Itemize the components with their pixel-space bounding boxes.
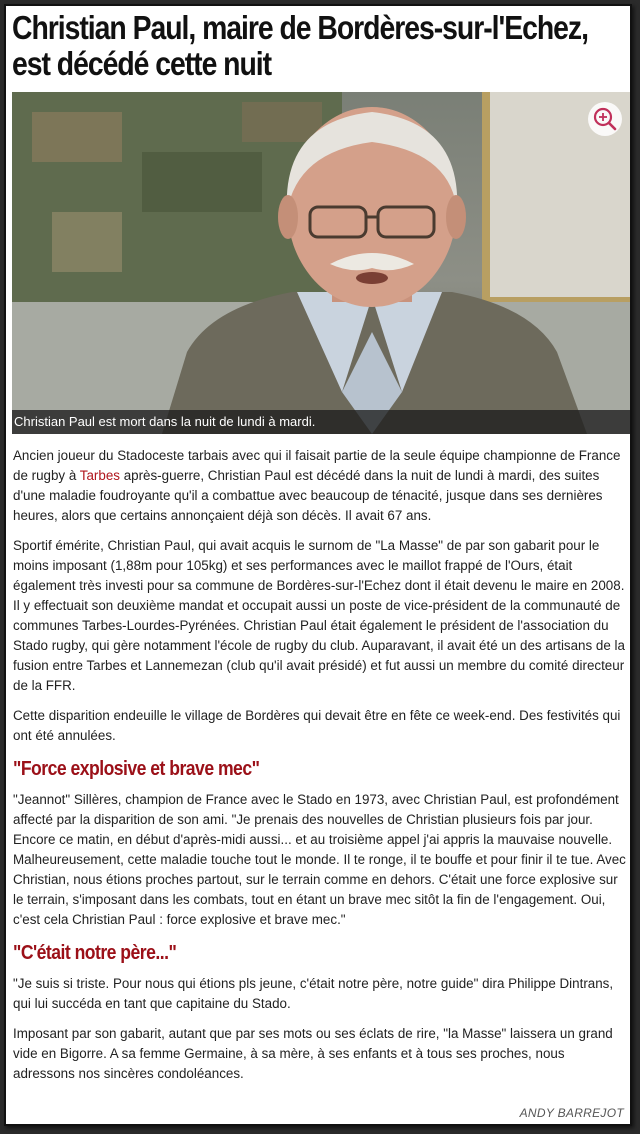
author-credit: ANDY BARREJOT: [519, 1106, 624, 1120]
portrait-illustration: [12, 92, 632, 434]
paragraph-3: Cette disparition endeuille le village de Bordères qui devait être en fête ce week-end. Des festivités qui ont été annulées.: [13, 708, 621, 743]
subheading-force-explosive: "Force explosive et brave mec": [13, 758, 260, 780]
subheading-notre-pere: "C'était notre père...": [13, 942, 177, 964]
article-title: Christian Paul, maire de Bordères-sur-l'Echez, est décédé cette nuit: [12, 9, 588, 82]
photo-caption: Christian Paul est mort dans la nuit de lundi à mardi.: [12, 410, 632, 434]
zoom-button[interactable]: [588, 102, 622, 136]
zoom-in-icon: [588, 102, 622, 136]
paragraph-1-text-b: après-guerre, Christian Paul est décédé dans la nuit de lundi à mardi, des suites d'une maladie foudroyante qu'il a combattue avec beaucoup de ténacité, jusque dans ses dernières heures, alors que certains annonçaient déjà son décès. Il avait 67 ans.: [13, 468, 603, 523]
article-photo[interactable]: [12, 92, 632, 434]
paragraph-6: Imposant par son gabarit, autant que par ses mots ou ses éclats de rire, "la Masse" laissera un grand vide en Bigorre. A sa femme Germaine, à sa mère, à ses enfants et à tous ses proches, nous adressons nos sincères condoléances.: [13, 1026, 613, 1081]
paragraph-5: "Je suis si triste. Pour nous qui étions pls jeune, c'était notre père, notre guide" dira Philippe Dintrans, qui lui succéda en tant que capitaine du Stado.: [13, 976, 614, 1011]
paragraph-1: [13, 446, 629, 526]
paragraph-1-text-a: Ancien joueur du Stadoceste tarbais avec qui il faisait partie de la seule équipe championne de France de rugby à: [13, 448, 621, 483]
article-body: [13, 446, 629, 1094]
tarbes-link[interactable]: Tarbes: [79, 468, 120, 483]
paragraph-4: "Jeannot" Sillères, champion de France avec le Stado en 1973, avec Christian Paul, est profondément affecté par la disparition de son ami. "Je prenais des nouvelles de Christian plusieurs fois par jour. Encore ce matin, en début d'après-midi aussi... et au troisième appel j'ai appris la mauvaise nouvelle. Malheureusement, cette maladie touche tout le monde. Il te ronge, il te bouffe et pour finir il te tue. Avec Christian, nous étions proches partout, sur le terrain comme en dehors. C'était une force explosive sur le terrain, s'imposant dans les combats, tout en étant un brave mec sitôt la fin de l'engagement. Oui, c'est cela Christian Paul : force explosive et brave mec.": [13, 792, 626, 927]
article-frame: [4, 4, 632, 1126]
paragraph-2: Sportif émérite, Christian Paul, qui avait acquis le surnom de "La Masse" de par son gabarit pour le moins imposant (1,88m pour 105kg) et ses performances avec le maillot frappé de l'Ours, était également très investi pour sa commune de Bordères-sur-l'Echez dont il était devenu le maire en 2008. Il y effectuait son deuxième mandat et occupait aussi un poste de vice-président de la communauté de communes Tarbes-Lourdes-Pyrénées. Christian Paul était également le président de l'association du Stado rugby, qui gère notamment l'école de rugby du club. Auparavant, il avait été un des artisans de la fusion entre Tarbes et Lannemezan (club qu'il avait présidé) et fut aussi un membre du comité directeur de la FFR.: [13, 538, 625, 693]
